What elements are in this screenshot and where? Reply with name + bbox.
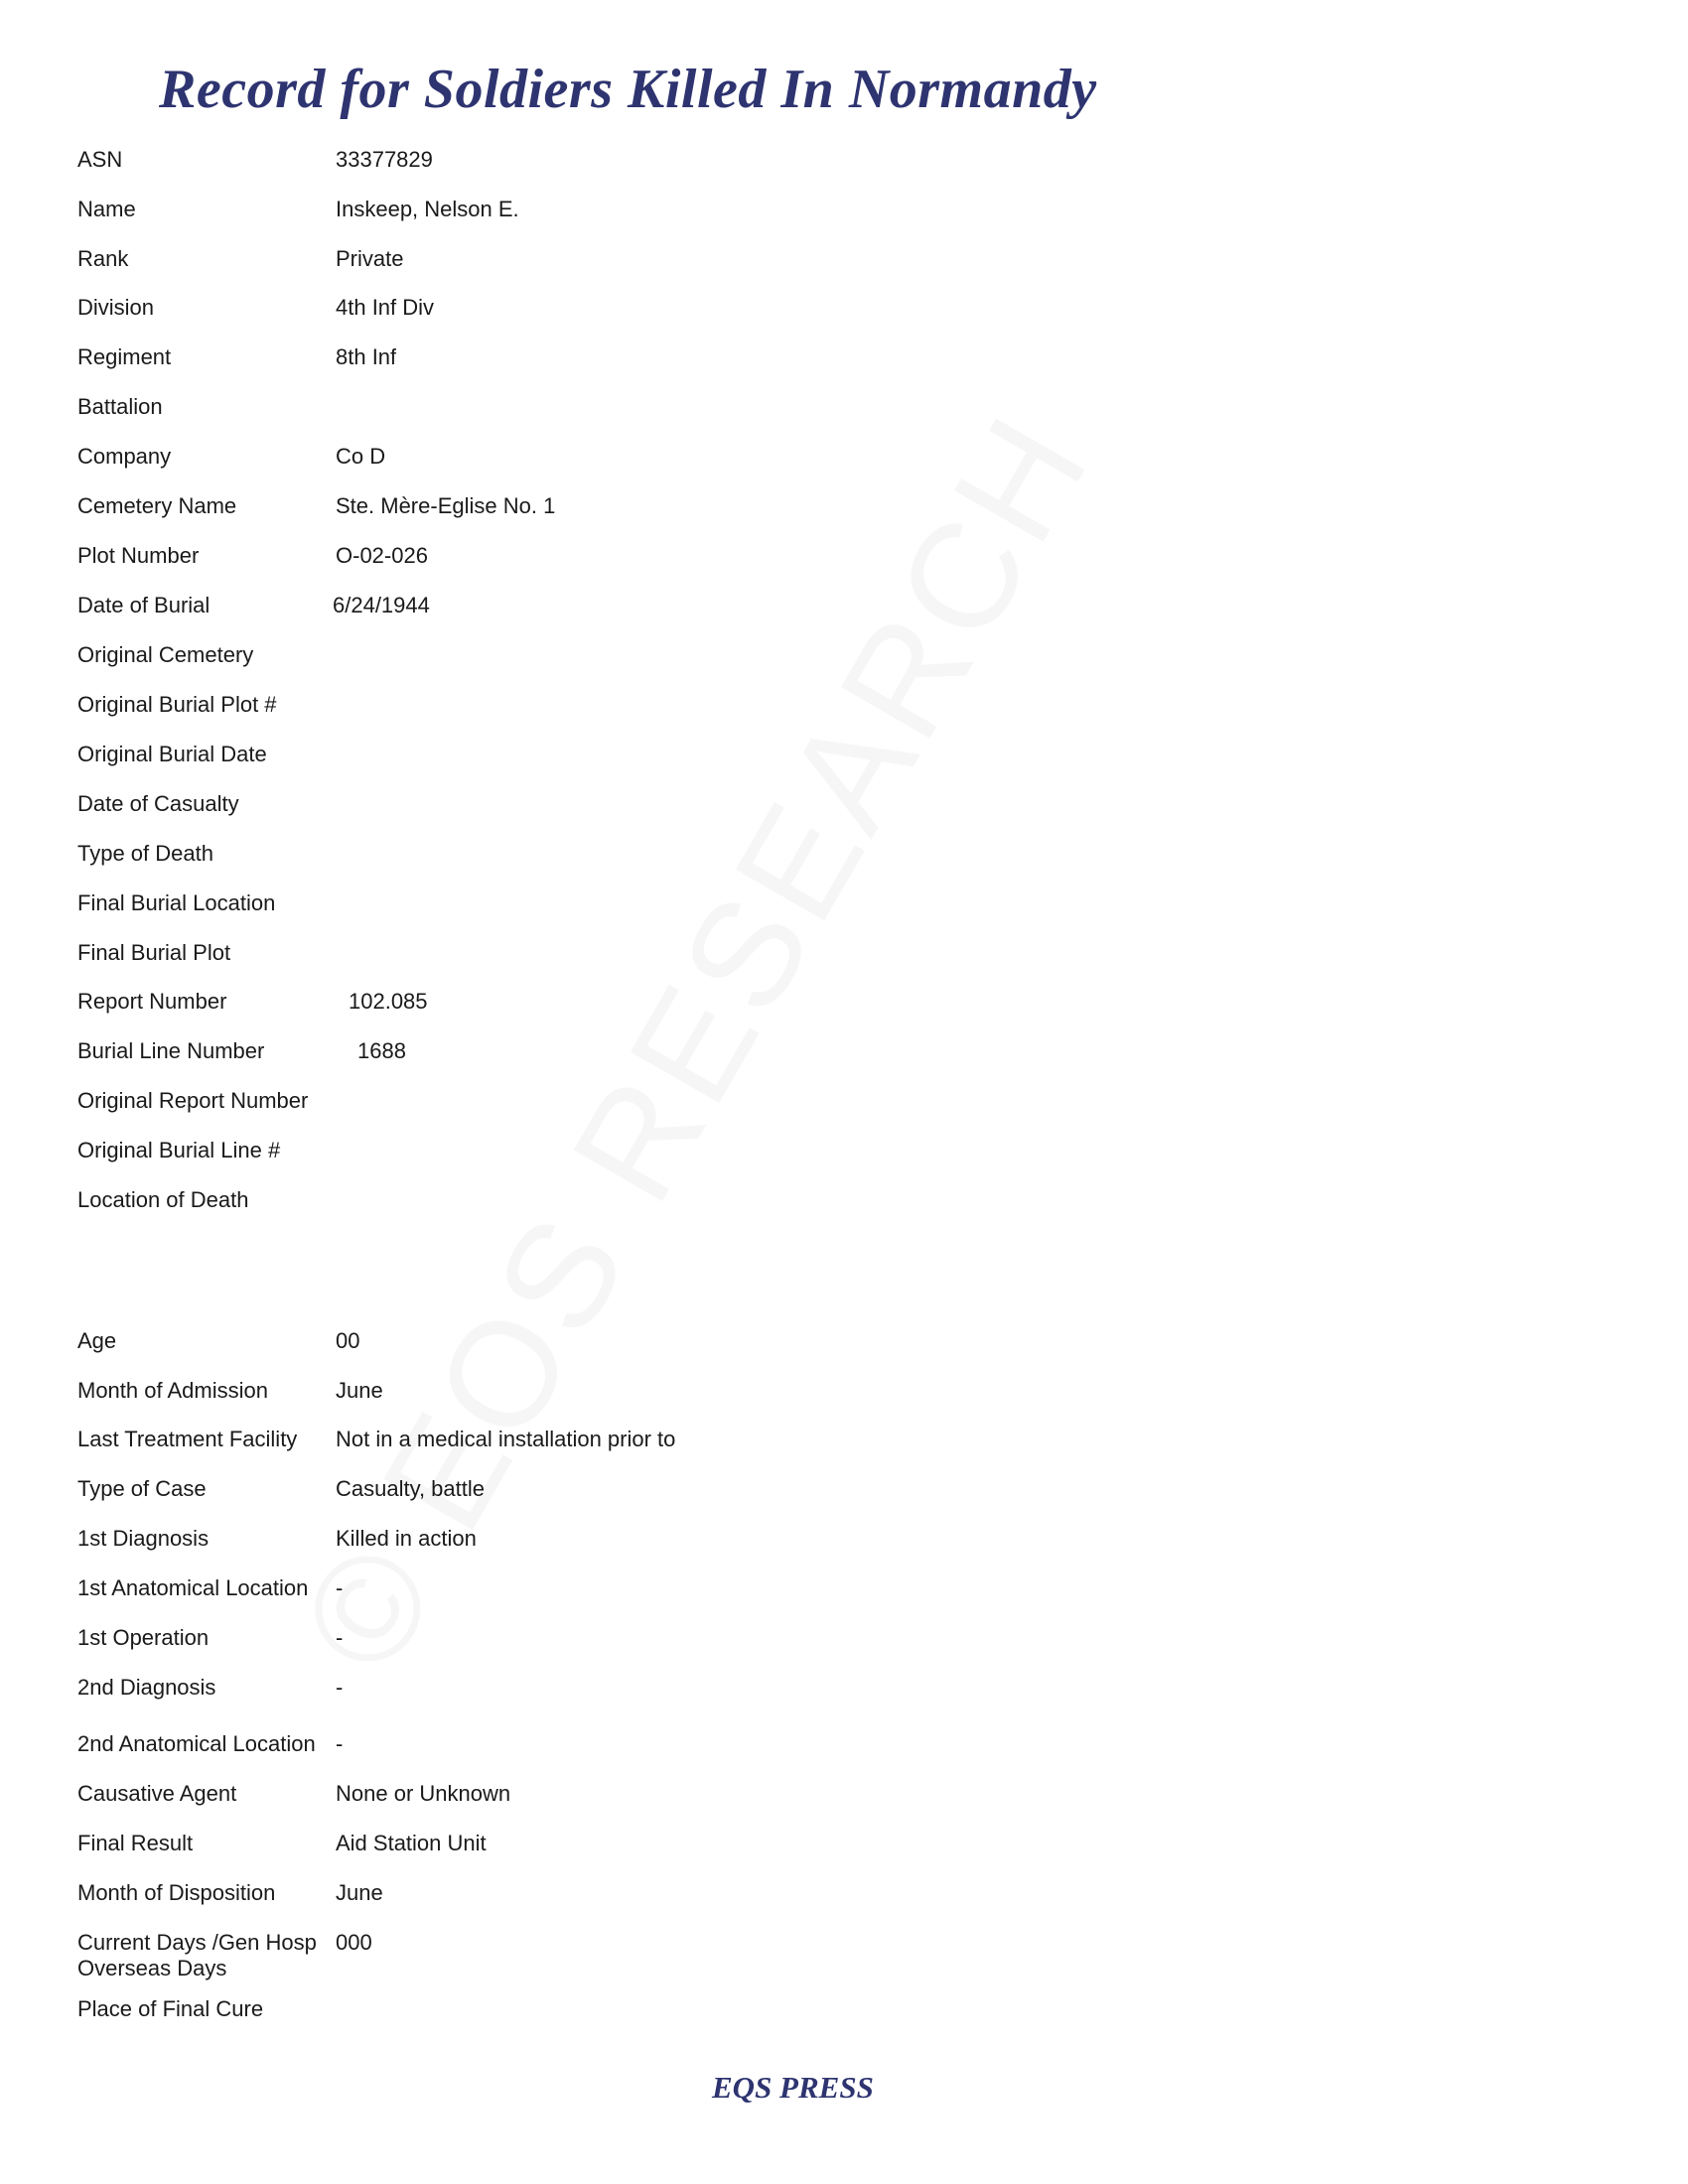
field-label: Date of Burial xyxy=(77,593,211,617)
field-label: Burial Line Number xyxy=(77,1038,265,1063)
field-label: 1st Diagnosis xyxy=(77,1526,210,1551)
field-label: Battalion xyxy=(77,394,163,419)
field-value: 00 xyxy=(336,1328,360,1353)
field-label: Final Result xyxy=(77,1831,194,1855)
field-value: Co D xyxy=(336,444,386,469)
field-value: 33377829 xyxy=(336,147,433,172)
field-value: - xyxy=(336,1575,344,1600)
field-label: 1st Operation xyxy=(77,1625,210,1650)
field-label: Final Burial Location xyxy=(77,890,276,915)
field-label: Division xyxy=(77,295,155,320)
field-label: Original Burial Line # xyxy=(77,1138,281,1162)
field-label: Last Treatment Facility xyxy=(77,1427,298,1451)
field-label: Original Burial Date xyxy=(77,742,267,766)
field-label: Original Burial Plot # xyxy=(77,692,277,717)
field-label: Final Burial Plot xyxy=(77,940,231,965)
field-label: Age xyxy=(77,1328,117,1353)
field-label: ASN xyxy=(77,147,123,172)
field-label: Month of Admission xyxy=(77,1378,268,1403)
field-label: Plot Number xyxy=(77,543,200,568)
field-value: June xyxy=(336,1880,383,1905)
field-value: 102.085 xyxy=(349,989,428,1014)
field-label: 2nd Anatomical Location xyxy=(77,1731,316,1756)
field-value: 4th Inf Div xyxy=(336,295,435,320)
field-label: Place of Final Cure xyxy=(77,1996,264,2021)
field-label: 1st Anatomical Location xyxy=(77,1575,309,1600)
field-label: Name xyxy=(77,197,136,221)
field-label: Cemetery Name xyxy=(77,493,237,518)
field-value: - xyxy=(336,1675,344,1700)
field-value: 8th Inf xyxy=(336,344,397,369)
footer-publisher: EQS PRESS xyxy=(712,2070,874,2105)
field-value: Inskeep, Nelson E. xyxy=(336,197,519,221)
field-value: O-02-026 xyxy=(336,543,428,568)
field-label: Date of Casualty xyxy=(77,791,239,816)
field-value: Killed in action xyxy=(336,1526,477,1551)
field-label: Current Days /Gen Hosp Overseas Days xyxy=(77,1930,317,1980)
field-label: Report Number xyxy=(77,989,227,1014)
field-value: - xyxy=(336,1625,344,1650)
field-label: 2nd Diagnosis xyxy=(77,1675,216,1700)
field-value: None or Unknown xyxy=(336,1781,511,1806)
field-value: - xyxy=(336,1731,344,1756)
field-label: Original Cemetery xyxy=(77,642,254,667)
field-value: 6/24/1944 xyxy=(333,593,430,617)
field-value: Ste. Mère-Eglise No. 1 xyxy=(336,493,556,518)
field-label: Type of Death xyxy=(77,841,213,866)
field-label: Month of Disposition xyxy=(77,1880,276,1905)
field-value: Aid Station Unit xyxy=(336,1831,487,1855)
field-value: Not in a medical installation prior to xyxy=(336,1427,676,1451)
field-label: Location of Death xyxy=(77,1187,249,1212)
field-value: 1688 xyxy=(357,1038,406,1063)
field-label: Company xyxy=(77,444,172,469)
field-value: June xyxy=(336,1378,383,1403)
page-title: Record for Soldiers Killed In Normandy xyxy=(159,59,1097,120)
field-label: Rank xyxy=(77,246,129,271)
field-label: Type of Case xyxy=(77,1476,207,1501)
field-value: Private xyxy=(336,246,404,271)
field-value: 000 xyxy=(336,1930,372,1955)
field-label: Regiment xyxy=(77,344,172,369)
field-label: Causative Agent xyxy=(77,1781,237,1806)
field-label: Original Report Number xyxy=(77,1088,309,1113)
field-value: Casualty, battle xyxy=(336,1476,486,1501)
